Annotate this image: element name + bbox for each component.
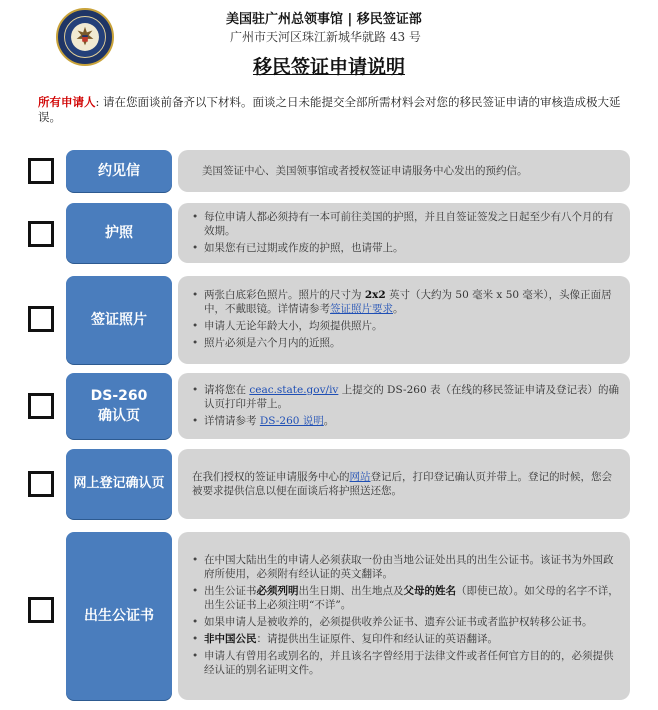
row-online-registration	[0, 449, 658, 521]
list-item	[204, 632, 620, 646]
desc-birth-certificate	[178, 532, 630, 700]
list-item: • 照片必须是六个月内的近照。	[204, 336, 620, 350]
desc-passport	[178, 203, 630, 263]
registration-text: 登记后，打印登记确认页并带上。登记的时候，您会被要求提供信息以便在面谈后将护照送还您。	[192, 471, 612, 497]
list-item: • 在中国大陆出生的申请人必须获取一份由当地公证处出具的出生公证书。该证书为外国政府所使用，必须附有经认证的英文翻译。	[204, 553, 620, 581]
row-ds260	[0, 373, 658, 441]
registration-text: 在我们授权的签证申请服务中心的	[192, 471, 350, 483]
consulate-address: 广州市天河区珠江新城华就路 43 号	[230, 30, 421, 44]
birth-text: ：请提供出生证原件、复印件和经认证的英语翻译。	[256, 633, 498, 645]
appointment-letter-text: 美国签证中心、美国领事馆或者授权签证申请服务中心发出的预约信。	[202, 165, 528, 177]
label-appointment-letter: 约见信	[66, 150, 172, 192]
ds260-text: 。	[323, 414, 335, 427]
photo-text: 。	[393, 303, 404, 315]
list-item: • 如果申请人是被收养的，必须提供收养公证书、遗弃公证书或者监护权转移公证书。	[204, 615, 620, 629]
list-item	[204, 584, 620, 612]
ds260-text: 上提交的 DS-260 表（在线的移民签证申请及登记表）的确认页打印并带上。	[204, 383, 619, 410]
desc-online-registration	[178, 449, 630, 519]
ds260-instructions-link[interactable]: DS-260 说明	[259, 414, 324, 427]
label-birth-certificate: 出生公证书	[66, 532, 172, 700]
checkbox-appointment-letter[interactable]	[28, 158, 54, 184]
row-passport	[0, 203, 658, 265]
desc-ds260	[178, 373, 630, 439]
row-visa-photo	[0, 276, 658, 366]
consulate-name: 美国驻广州总领事馆 | 移民签证部	[226, 12, 422, 27]
row-appointment-letter	[0, 150, 658, 194]
birth-bold: 非中国公民	[204, 633, 257, 645]
label-visa-photo: 签证照片	[66, 276, 172, 364]
checkbox-passport[interactable]	[28, 221, 54, 247]
checkbox-visa-photo[interactable]	[28, 306, 54, 332]
photo-requirements-link[interactable]: 签证照片要求	[330, 303, 393, 315]
page-title: 移民签证申请说明	[252, 56, 405, 78]
intro-paragraph	[38, 95, 638, 125]
ds260-text: 详情请参考	[204, 414, 260, 427]
birth-text: 出生日期、出生地点及	[298, 585, 404, 597]
photo-text: 两张白底彩色照片。照片的尺寸为	[204, 289, 365, 301]
label-ds260	[66, 373, 172, 439]
birth-bold: 必须列明	[256, 585, 299, 597]
label-ds260-line1: DS-260	[90, 388, 148, 404]
label-passport: 护照	[66, 203, 172, 263]
list-item: • 申请人无论年龄大小，均须提供照片。	[204, 319, 620, 333]
online-registration-text	[188, 470, 620, 498]
row-birth-certificate	[0, 532, 658, 702]
list-item: • 申请人有曾用名或别名的，并且该名字曾经用于法律文件或者任何官方目的的，必须提供经认证的别名证明文件。	[204, 649, 620, 677]
checkbox-online-registration[interactable]	[28, 471, 54, 497]
checkbox-birth-certificate[interactable]	[28, 597, 54, 623]
list-item	[204, 414, 620, 428]
intro-text: : 请在您面谈前备齐以下材料。面谈之日未能提交全部所需材料会对您的移民签证申请的审核造成极大延误。	[38, 95, 621, 124]
ceac-link[interactable]: ceac.state.gov/iv	[249, 383, 339, 396]
birth-text: （即使已故）。如父母的名字不详，出生公证书上必须注明“不详”。	[204, 585, 619, 611]
list-item: • 如果您有已过期或作废的护照，也请带上。	[204, 241, 620, 255]
list-item	[204, 383, 620, 411]
birth-bold: 父母的姓名	[403, 585, 456, 597]
website-link[interactable]: 网站	[349, 471, 371, 483]
ds260-text: 请将您在	[204, 383, 250, 396]
photo-size: 2x2	[364, 289, 386, 301]
label-online-registration: 网上登记确认页	[66, 449, 172, 519]
checkbox-ds260[interactable]	[28, 393, 54, 419]
list-item: • 每位申请人都必须持有一本可前往美国的护照，并且自签证签发之日起至少有八个月的有效期。	[204, 210, 620, 238]
birth-text: 出生公证书	[204, 585, 257, 597]
label-ds260-line2: 确认页	[98, 408, 140, 424]
photo-text: 英寸（大约为 50 毫米 x 50 毫米），头像正面居中，不戴眼镜。详情请参考	[204, 289, 612, 315]
list-item	[204, 288, 620, 316]
desc-appointment-letter	[178, 150, 630, 192]
desc-visa-photo	[178, 276, 630, 364]
all-applicants-label: 所有申请人	[38, 95, 96, 109]
